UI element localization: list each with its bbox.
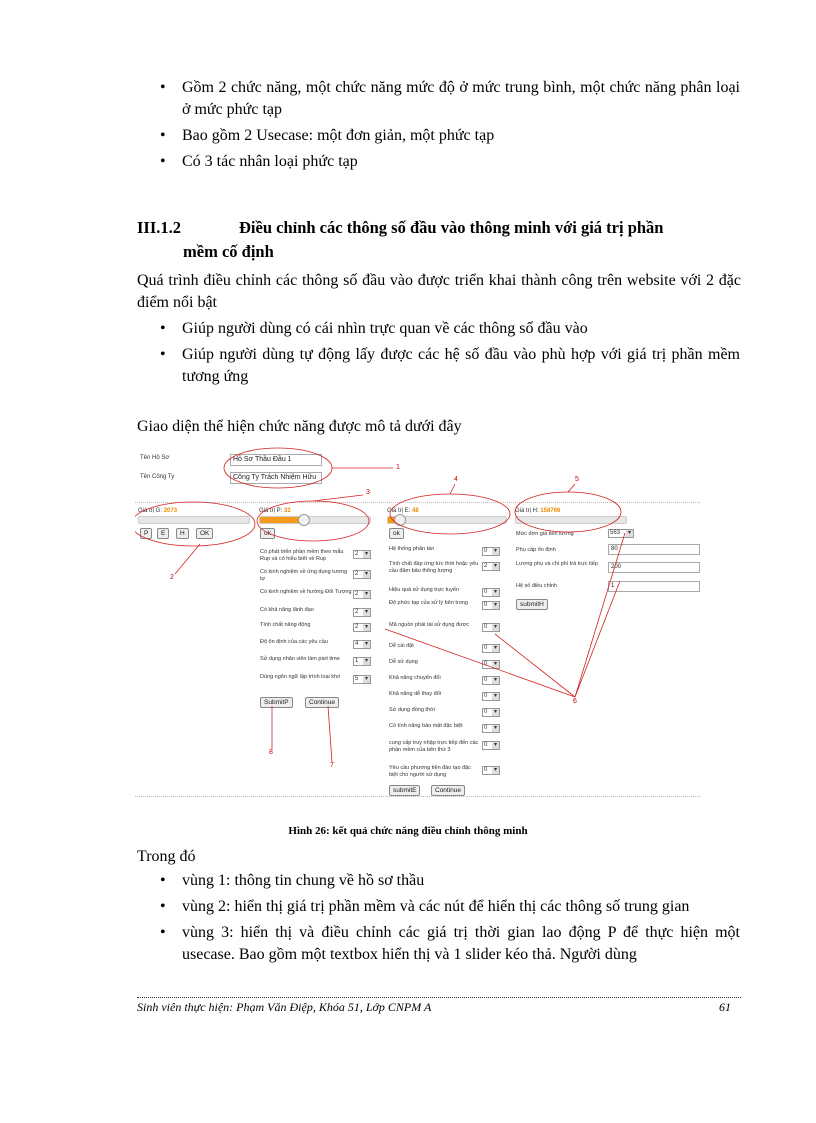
paragraph-intro: Quá trình điều chỉnh các thông số đầu vào được triển khai thành công trên website với 2 đặc điểm nổi bật	[137, 272, 741, 311]
e-row-label: Dễ cài đặt	[389, 643, 414, 649]
e-row-select[interactable]: 0 ▾	[482, 588, 500, 597]
g-value: 2073	[163, 508, 178, 514]
region-6-leader	[575, 533, 625, 697]
section-title-line1: Điều chỉnh các thông số đầu vào thông minh với giá trị phần	[239, 218, 664, 237]
e-row-label: Mã nguồn phải tái sử dụng được	[389, 622, 470, 628]
ten-ho-so-label: Tên Hồ Sơ	[140, 455, 170, 461]
h-row-label: Hệ số điều chỉnh	[516, 583, 557, 589]
h-input[interactable]: 1	[608, 581, 700, 592]
page-footer	[137, 1000, 741, 1015]
region-5-ellipse	[515, 492, 621, 532]
region-number-3: 3	[366, 489, 370, 496]
region-6-leader	[575, 581, 620, 697]
section-heading	[137, 216, 741, 264]
h-button[interactable]: H	[176, 528, 189, 539]
feature-bullet: • Giúp người dùng tự động lấy được các hệ số đầu vào phù hợp với giá trị phần mềm tương ứng	[160, 344, 740, 388]
e-row-select[interactable]: 0 ▾	[482, 708, 500, 717]
region-3-leader	[313, 495, 363, 501]
e-row-label: Sử dụng đồng thời	[389, 707, 435, 713]
continue-p-button[interactable]: Continue	[305, 697, 339, 708]
region-number-4: 4	[454, 476, 458, 483]
e-row-select[interactable]: 0 ▾	[482, 623, 500, 632]
e-row-label: Khả năng chuyển đổi	[389, 675, 441, 681]
e-button[interactable]: E	[157, 528, 169, 539]
e-row-select[interactable]: 0 ▾	[482, 724, 500, 733]
region-number-5: 5	[575, 476, 579, 483]
region-number-7: 7	[330, 762, 334, 769]
region-6-leader	[385, 629, 575, 697]
submit-h-button[interactable]: submitH	[516, 599, 548, 610]
e-row-label: Hệ thống phân tán	[389, 546, 435, 552]
region-bullet-list	[160, 870, 740, 966]
p-row-label: Có phát triển phần mềm theo mẫu Rup và có hiểu biết về Rup	[260, 549, 344, 562]
feature-bullet: • Giúp người dùng có cái nhìn trực quan về các thông số đầu vào	[160, 318, 740, 340]
footer-divider	[137, 997, 741, 998]
e-row-label: Độ phức tạp của xử lý bên trong	[389, 600, 468, 606]
region-number-2: 2	[170, 574, 174, 581]
e-row-select[interactable]: 2 ▾	[482, 562, 500, 571]
e-row-label: Tính chất đáp ứng tức thời hoặc yêu cầu đảm bảo thông lượng	[389, 561, 479, 574]
e-value: 48	[412, 508, 419, 514]
region-4-leader	[450, 484, 455, 494]
region-2-leader	[175, 544, 200, 574]
e-ok-button[interactable]: ok	[389, 528, 404, 539]
intro-bullet-list	[160, 77, 740, 173]
e-label: Giá trị E:	[387, 508, 411, 514]
p-ok-button[interactable]: ok	[260, 528, 275, 539]
p-row-select[interactable]: 4 ▾	[353, 640, 371, 649]
region-4-ellipse	[390, 494, 510, 534]
footer-text: Sinh viên thực hiện: Phạm Văn Điệp, Khóa 51, Lớp CNPM A	[137, 1000, 432, 1014]
e-row-select[interactable]: 0 ▾	[482, 766, 500, 775]
p-row-label: Có kinh nghiệm về ứng dụng tương tự	[260, 569, 348, 582]
e-row-label: Yêu cầu phương tiện đào tạo đặc biệt cho người sử dụng	[389, 765, 471, 778]
paragraph-figure-intro: Giao diện thể hiện chức năng được mô tả dưới đây	[137, 418, 462, 435]
e-row-select[interactable]: 0 ▾	[482, 692, 500, 701]
p-row-select[interactable]: 2 ▾	[353, 550, 371, 559]
trong-do-label: Trong đó	[137, 848, 196, 865]
p-row-label: Có kinh nghiệm về hướng Đối Tượng	[260, 589, 352, 595]
e-row-select[interactable]: 0 ▾	[482, 660, 500, 669]
p-row-select[interactable]: 2 ▾	[353, 570, 371, 579]
p-button[interactable]: P	[140, 528, 152, 539]
ten-cong-ty-input[interactable]: Công Ty Trách Nhiệm Hữu	[230, 472, 322, 484]
region-1-ellipse	[224, 448, 332, 488]
h-input[interactable]: 200	[608, 562, 700, 573]
h-select[interactable]: 563 ▾	[608, 529, 634, 538]
e-row-label: Có tính năng bảo mật đặc biệt	[389, 723, 463, 729]
region-number-1: 1	[396, 464, 400, 471]
p-value: 32	[284, 508, 291, 514]
region-bullet: • vùng 1: thông tin chung về hồ sơ thầu	[160, 870, 740, 892]
section-title-line2: mềm cố định	[183, 242, 274, 261]
ok-button[interactable]: OK	[196, 528, 213, 539]
intro-bullet: • Bao gồm 2 Usecase: một đơn giản, một phức tạp	[160, 125, 740, 147]
p-label: Giá trị P:	[259, 508, 283, 514]
continue-e-button[interactable]: Continue	[431, 785, 465, 796]
e-row-label: Dễ sử dụng	[389, 659, 418, 665]
h-row-label: Mức đơn giá tiền lương	[516, 531, 574, 537]
e-row-select[interactable]: 0 ▾	[482, 547, 500, 556]
p-row-label: Tính chất năng động	[260, 622, 311, 628]
region-7-leader	[328, 706, 332, 762]
e-row-label: cung cấp truy nhập trực tiếp đến các phần mềm của bên thứ 3	[389, 740, 479, 753]
g-label: Giá trị G:	[138, 508, 163, 514]
region-number-6: 6	[573, 698, 577, 705]
region-6-leader	[495, 634, 575, 697]
intro-bullet: • Gồm 2 chức năng, một chức năng mức độ ở mức trung bình, một chức năng phân loại ở mức phức tạp	[160, 77, 740, 121]
h-value: 158766	[540, 508, 561, 514]
h-input[interactable]: 80	[608, 544, 700, 555]
submit-p-button[interactable]: SubmitP	[260, 697, 293, 708]
e-row-label: Hiệu quả sử dụng trực tuyến	[389, 587, 460, 593]
p-row-label: Sử dụng nhân viên làm part time	[260, 656, 340, 662]
h-row-label: Phụ cấp ổn định	[516, 547, 556, 553]
section-number: III.1.2	[137, 218, 182, 237]
p-row-select[interactable]: 2 ▾	[353, 590, 371, 599]
region-bullet: • vùng 2: hiển thị giá trị phần mềm và các nút để hiển thị các thông số trung gian	[160, 896, 740, 918]
annotation-overlay	[135, 444, 700, 798]
p-row-select[interactable]: 2 ▾	[353, 608, 371, 617]
submit-e-button[interactable]: submitE	[389, 785, 420, 796]
e-row-select[interactable]: 0 ▾	[482, 676, 500, 685]
feature-bullet-list	[160, 318, 740, 388]
e-row-label: Khả năng dễ thay đổi	[389, 691, 441, 697]
p-row-label: Dùng ngôn ngữ lập trình loại khó	[260, 674, 341, 680]
region-bullet: • vùng 3: hiển thị và điều chỉnh các giá trị thời gian lao động P để thực hiện một usecase. Bao gồm một textbox hiển thị và 1 slider kéo thả. Người dùng	[160, 922, 740, 966]
p-row-select[interactable]: 5 ▾	[353, 675, 371, 684]
e-row-select[interactable]: 0 ▾	[482, 741, 500, 750]
region-5-leader	[568, 484, 575, 492]
p-row-label: Độ ổn định của các yêu cầu	[260, 639, 328, 645]
figure-caption: Hình 26: kết quả chức năng điều chỉnh thông minh	[288, 825, 528, 837]
p-row-select[interactable]: 2 ▾	[353, 623, 371, 632]
ten-ho-so-input[interactable]: Hồ Sơ Thầu Đầu 1	[230, 454, 322, 466]
p-row-label: Có khả năng lãnh đạo	[260, 607, 314, 613]
page-number: 61	[719, 1000, 731, 1014]
ten-cong-ty-label: Tên Công Ty	[140, 474, 175, 480]
figure-screenshot	[135, 444, 700, 798]
region-2-ellipse	[135, 502, 255, 546]
h-label: Giá trị H:	[515, 508, 539, 514]
e-row-select[interactable]: 0 ▾	[482, 644, 500, 653]
p-row-select[interactable]: 1 ▾	[353, 657, 371, 666]
h-row-label: Lương phụ và chi phí trả trực tiếp	[516, 561, 598, 567]
e-row-select[interactable]: 0 ▾	[482, 601, 500, 610]
intro-bullet: • Có 3 tác nhân loại phức tạp	[160, 151, 740, 173]
region-number-8: 8	[269, 749, 273, 756]
region-3-ellipse	[257, 501, 369, 541]
